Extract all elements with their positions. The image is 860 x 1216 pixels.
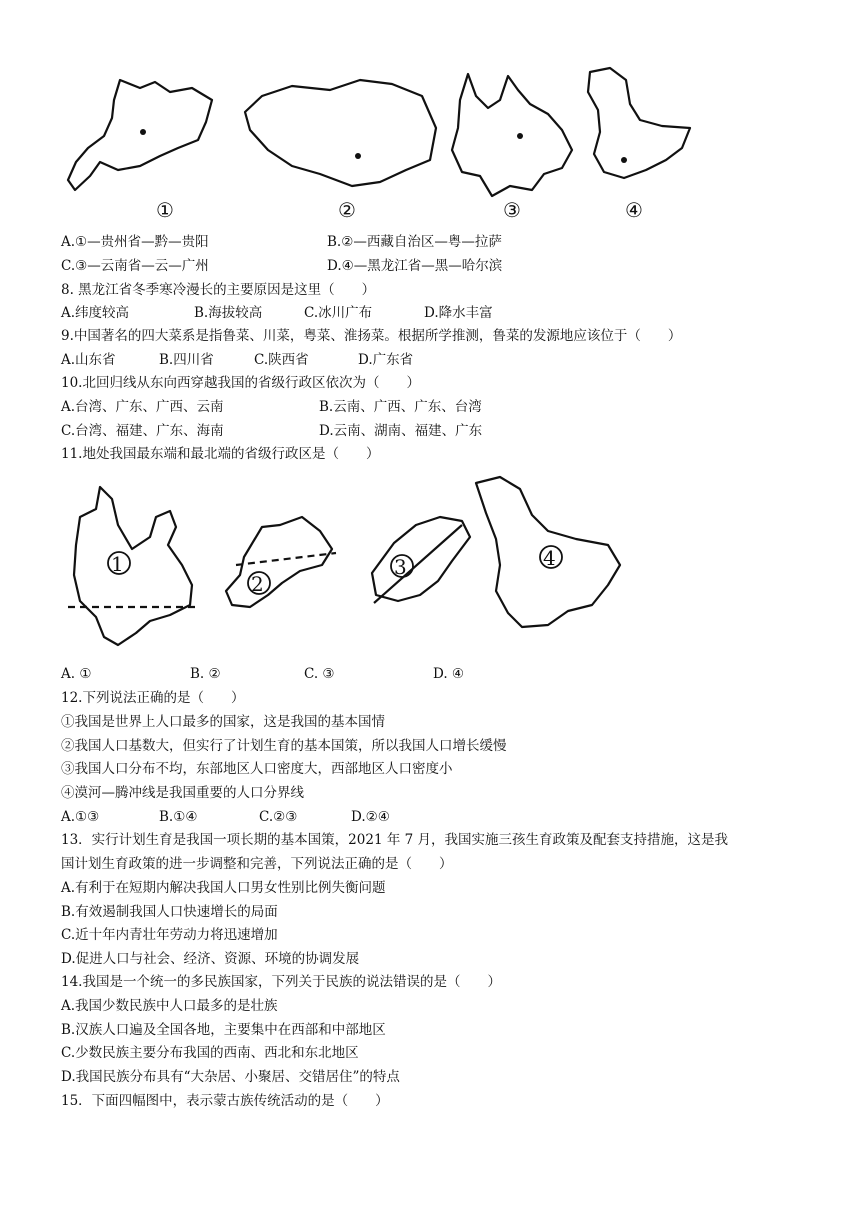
q11-map-3-label: 3 [394, 555, 407, 579]
q15-stem: 15．下面四幅图中，表示蒙古族传统活动的是（ ） [61, 1093, 389, 1109]
q13-stem-line-1: 13．实行计划生育是我国一项长期的基本国策，2021 年 7 月，我国实施三孩生育政策及配套支持措施，这是我 [61, 832, 728, 848]
q7-option-b[interactable]: B.②—西藏自治区—粤—拉萨 [327, 234, 502, 250]
q11-option-b[interactable]: B. ② [190, 666, 221, 682]
q12-statement-1: ①我国是世界上人口最多的国家，这是我国的基本国情 [61, 714, 385, 730]
q9-option-c[interactable]: C.陕西省 [254, 352, 309, 368]
q11-option-c[interactable]: C. ③ [304, 666, 335, 682]
q9-option-b[interactable]: B.四川省 [159, 352, 214, 368]
q8-option-b[interactable]: B.海拔较高 [194, 305, 263, 321]
q8-option-c[interactable]: C.冰川广布 [304, 305, 373, 321]
q14-option-b[interactable]: B.汉族人口遍及全国各地，主要集中在西部和中部地区 [61, 1022, 386, 1038]
q11-map-1-label: 1 [111, 552, 124, 576]
q11-stem: 11.地处我国最东端和最北端的省级行政区是（ ） [61, 446, 380, 462]
q7-option-a[interactable]: A.①—贵州省—黔—贵阳 [61, 234, 209, 250]
q14-option-d[interactable]: D.我国民族分布具有“大杂居、小聚居、交错居住”的特点 [61, 1069, 400, 1085]
q14-option-a[interactable]: A.我国少数民族中人口最多的是壮族 [61, 998, 278, 1014]
q7-option-d[interactable]: D.④—黑龙江省—黑—哈尔滨 [327, 258, 503, 274]
q12-option-a[interactable]: A.①③ [61, 809, 100, 825]
q11-maps [0, 465, 860, 665]
q7-map-3-outline [452, 74, 572, 196]
q7-map-2-outline [245, 80, 436, 186]
q13-stem-line-2: 国计划生育政策的进一步调整和完善，下列说法正确的是（ ） [61, 856, 453, 872]
q10-option-c[interactable]: C.台湾、福建、广东、海南 [61, 423, 224, 439]
q7-map-1-capital [140, 129, 146, 135]
q11-map-4-label: 4 [543, 546, 556, 570]
q14-option-c[interactable]: C.少数民族主要分布我国的西南、西北和东北地区 [61, 1045, 359, 1061]
q12-option-b[interactable]: B.①④ [159, 809, 198, 825]
q7-map-4-capital [621, 157, 627, 163]
q12-option-c[interactable]: C.②③ [259, 809, 298, 825]
q7-map-label-3: ③ [503, 198, 521, 222]
q13-option-b[interactable]: B.有效遏制我国人口快速增长的局面 [61, 904, 278, 920]
q11-option-d[interactable]: D. ④ [433, 666, 465, 682]
q12-statement-3: ③我国人口分布不均，东部地区人口密度大，西部地区人口密度小 [61, 761, 453, 777]
q11-map-2-outline [226, 517, 332, 607]
q7-map-1-outline [68, 80, 212, 190]
q12-option-d[interactable]: D.②④ [351, 809, 390, 825]
q7-map-label-2: ② [338, 198, 356, 222]
q13-option-a[interactable]: A.有利于在短期内解决我国人口男女性别比例失衡问题 [61, 880, 386, 896]
q9-option-a[interactable]: A.山东省 [61, 352, 116, 368]
q7-map-2-capital [355, 153, 361, 159]
q7-map-3-capital [517, 133, 523, 139]
q7-map-4-outline [588, 68, 690, 178]
q10-option-d[interactable]: D.云南、湖南、福建、广东 [319, 423, 483, 439]
q8-stem: 8. 黑龙江省冬季寒冷漫长的主要原因是这里（ ） [61, 282, 376, 298]
q11-map-2-label: 2 [251, 572, 264, 596]
q11-option-a[interactable]: A. ① [61, 666, 92, 682]
q7-maps [0, 0, 860, 230]
q10-stem: 10.北回归线从东向西穿越我国的省级行政区依次为（ ） [61, 375, 420, 391]
q8-option-d[interactable]: D.降水丰富 [424, 305, 493, 321]
q7-map-label-1: ① [156, 198, 174, 222]
q12-statement-4: ④漠河—腾冲线是我国重要的人口分界线 [61, 785, 304, 801]
q13-option-c[interactable]: C.近十年内青壮年劳动力将迅速增加 [61, 927, 278, 943]
q9-stem: 9.中国著名的四大菜系是指鲁菜、川菜，粤菜、淮扬菜。根据所学推测，鲁菜的发源地应该位于（ ） [61, 328, 682, 344]
q12-statement-2: ②我国人口基数大，但实行了计划生育的基本国策，所以我国人口增长缓慢 [61, 738, 507, 754]
q13-option-d[interactable]: D.促进人口与社会、经济、资源、环境的协调发展 [61, 951, 360, 967]
q8-option-a[interactable]: A.纬度较高 [61, 305, 130, 321]
q7-option-c[interactable]: C.③—云南省—云—广州 [61, 258, 209, 274]
q7-map-label-4: ④ [625, 198, 643, 222]
q14-stem: 14.我国是一个统一的多民族国家，下列关于民族的说法错误的是（ ） [61, 974, 501, 990]
q9-option-d[interactable]: D.广东省 [358, 352, 414, 368]
q10-option-a[interactable]: A.台湾、广东、广西、云南 [61, 399, 224, 415]
q10-option-b[interactable]: B.云南、广西、广东、台湾 [319, 399, 482, 415]
q12-stem: 12.下列说法正确的是（ ） [61, 690, 245, 706]
q11-map-1-outline [74, 487, 192, 645]
q11-map-2-tropic-line [236, 553, 336, 565]
